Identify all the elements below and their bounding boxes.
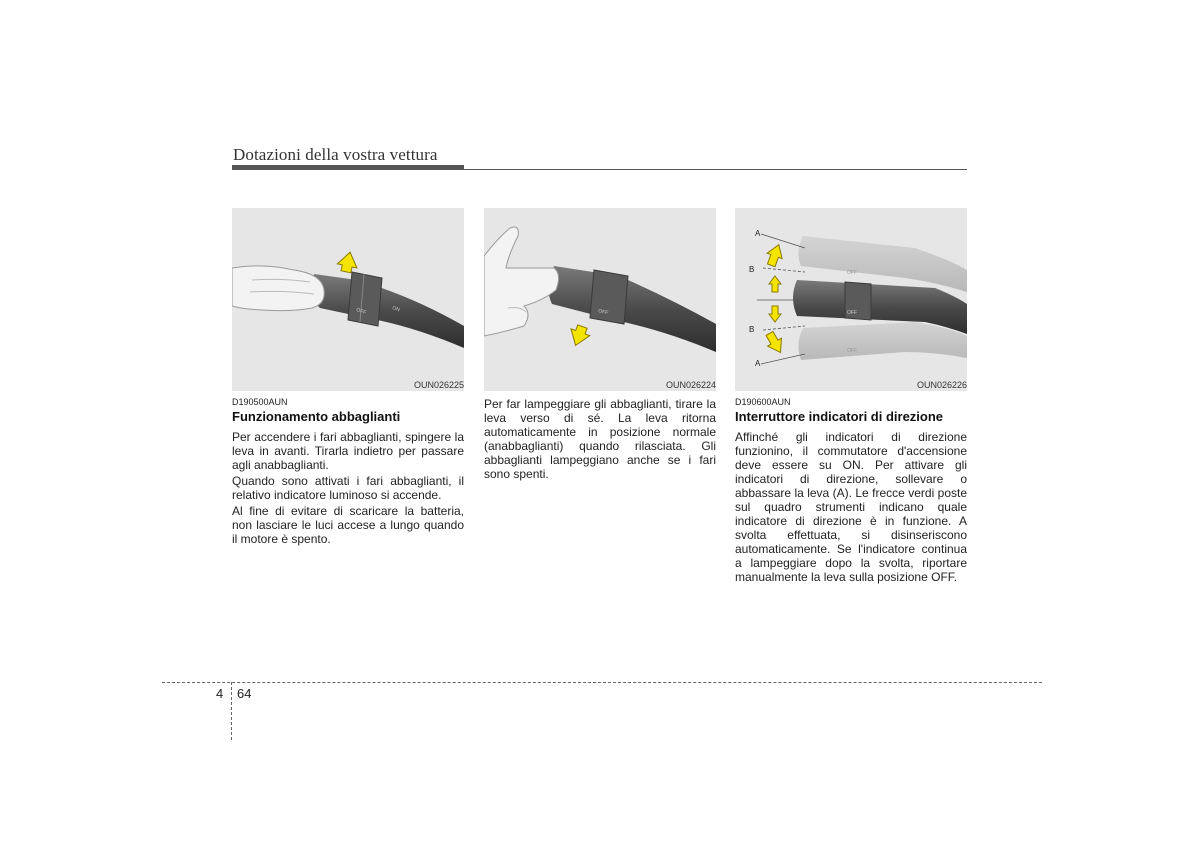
signal-down-arrow-icon — [763, 329, 788, 356]
footer-dashed-divider — [231, 682, 232, 740]
illustration-hand-pulling-lever — [484, 208, 716, 391]
illustration-turn-signal-lever — [735, 208, 967, 391]
label-a-bottom: A — [755, 359, 761, 368]
lever-mark-off-ghost-up: OFF — [847, 270, 857, 276]
lever-mark-off: OFF — [847, 310, 857, 316]
section-body — [735, 430, 967, 586]
figure-high-beam-push — [232, 208, 464, 391]
section-code: D190500AUN — [232, 397, 288, 407]
paragraph: Per far lampeggiare gli abbaglianti, tirare la leva verso di sé. La leva ritorna automaticamente in posizione normale (anabbaglianti) quando rilasciata. Gli abbaglianti lampeggiano anche se i fari sono spenti. — [484, 397, 716, 481]
pull-back-arrow-icon — [566, 323, 592, 349]
page-number: 64 — [237, 686, 252, 701]
label-a-top: A — [755, 229, 761, 238]
lever-ring — [590, 270, 628, 324]
paragraph: Per accendere i fari abbaglianti, spingere la leva in avanti. Tirarla indietro per passare agli anabbaglianti. — [232, 430, 464, 472]
lever-mark-off: OFF — [355, 307, 367, 316]
hand-shape — [484, 227, 559, 336]
illustration-hand-pushing-lever — [232, 208, 464, 391]
section-body — [232, 430, 464, 548]
lever-mark-off-ghost-down: OFF — [847, 348, 857, 354]
section-body — [484, 397, 716, 483]
signal-up-arrow-icon — [764, 242, 787, 268]
label-b-bottom: B — [749, 325, 755, 334]
signal-up-small-arrow-icon — [769, 276, 781, 292]
figure-flash-to-pass — [484, 208, 716, 391]
push-forward-arrow-icon — [336, 250, 360, 274]
footer-dashed-rule — [162, 682, 1042, 683]
header-rule-thin — [464, 169, 967, 170]
lever-ring — [348, 272, 382, 326]
figure-turn-signal — [735, 208, 967, 391]
lever-ghost-down — [798, 322, 967, 360]
lever-body — [313, 274, 464, 348]
paragraph: Al fine di evitare di scaricare la batteria, non lasciare le luci accese a lungo quando il motore è spento. — [232, 504, 464, 546]
lever-mark-off: OFF — [597, 308, 609, 317]
figure-caption: OUN026224 — [665, 380, 716, 390]
signal-down-small-arrow-icon — [769, 306, 781, 322]
label-b-top: B — [749, 265, 755, 274]
figure-caption: OUN026226 — [916, 380, 967, 390]
paragraph: Affinché gli indicatori di direzione funzionino, il commutatore d'accensione deve essere su ON. Per attivare gli indicatori di direzione, sollevare o abbassare la leva (A). Le frecce verdi poste sul quadro strumenti indicano quale indicatore di direzione è in funzione. A svolta effettuata, si disinseriscono automaticamente. Se l'indicatore continua a lampeggiare dopo la svolta, riportare manualmente la leva sulla posizione OFF. — [735, 430, 967, 584]
hand-shape — [232, 266, 324, 311]
lever-mark-on: ON — [391, 305, 401, 314]
page-chapter-number: 4 — [216, 686, 224, 701]
section-code: D190600AUN — [735, 397, 791, 407]
paragraph: Quando sono attivati i fari abbaglianti, il relativo indicatore luminoso si accende. — [232, 474, 464, 502]
page-header-title: Dotazioni della vostra vettura — [233, 145, 438, 164]
header-rule-thick — [232, 165, 464, 170]
section-heading: Funzionamento abbaglianti — [232, 409, 401, 424]
figure-caption: OUN026225 — [413, 380, 464, 390]
section-heading: Interruttore indicatori di direzione — [735, 409, 944, 424]
